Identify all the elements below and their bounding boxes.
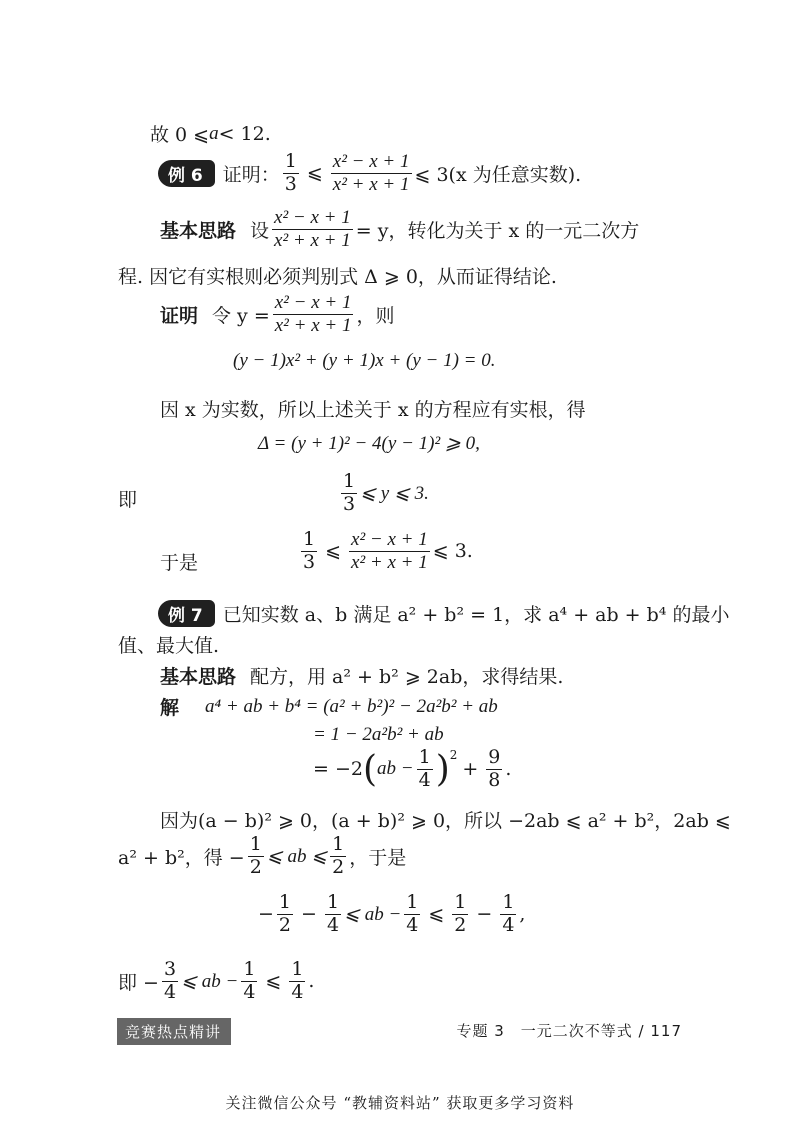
text: . [308,970,315,993]
numerator: 1 [278,891,292,913]
fraction [417,748,433,791]
denominator: x² + x + 1 [332,173,410,195]
label: 证明 [160,304,199,327]
text: < 12. [218,122,271,145]
text: = y，转化为关于 x 的一元二次方 [355,219,640,242]
text: ⩽ ab ⩽ [266,845,328,867]
numerator: x² − x + 1 [274,292,352,313]
denominator: 4 [406,913,419,936]
text: ，于是 [349,846,407,869]
watermark-note: 关注微信公众号 “教辅资料站” 获取更多学习资料 [225,1094,575,1112]
text: . [505,758,512,781]
numerator: 9 [488,746,501,768]
numerator: 1 [243,958,256,980]
denominator: 2 [454,913,467,936]
fraction [241,960,257,1003]
text: 配方，用 a² + b² ⩾ 2ab，求得结果. [250,666,564,688]
fraction [162,960,178,1003]
text: ⩽ ab − [344,903,402,925]
text-line [160,548,198,575]
text-line [118,631,219,658]
operator: ⩽ [265,970,282,993]
fraction [330,835,346,878]
numerator: 1 [326,891,340,913]
text: 已知实数 a、b 满足 a² + b² = 1，求 a⁴ + ab + b⁴ 的最小 [222,604,730,626]
fraction [452,893,468,936]
text: = −2 [313,758,363,781]
fraction [331,152,412,195]
fraction [404,893,420,936]
denominator: 2 [278,913,292,936]
numerator: 1 [303,528,316,550]
text: a² + b²，得 − [118,846,245,869]
text: ，则 [356,304,395,327]
equation [258,432,480,455]
numerator: x² − x + 1 [351,529,428,550]
equation-text: ⩽ y ⩽ 3. [360,482,429,504]
denominator: 3 [284,172,297,195]
numerator: 1 [454,891,467,913]
denominator: x² + x + 1 [274,229,351,251]
fraction [289,960,305,1003]
equation [313,724,444,746]
operator: ⩽ [306,162,323,185]
text-line [160,395,586,422]
paren: ( [362,748,378,790]
paren: ) [435,748,450,790]
numerator: 1 [343,470,356,492]
fraction [341,472,357,515]
equation [233,350,496,372]
denominator: 2 [249,855,262,878]
fraction [273,293,354,336]
example-6-heading [158,152,581,195]
equation-text: (y − 1)x² + (y + 1)x + (y − 1) = 0. [233,350,496,371]
operator: + [462,758,479,781]
operator: ⩽ [428,903,445,926]
text-line [118,485,137,512]
denominator: 2 [332,855,345,878]
denominator: x² + x + 1 [274,314,352,336]
equation-text: a⁴ + ab + b⁴ = (a² + b²)² − 2a²b² + ab [205,695,498,717]
numerator: 1 [291,958,304,980]
numerator: x² − x + 1 [274,207,351,228]
denominator: 4 [418,768,431,791]
text-line [118,835,406,878]
text: 程. 因它有实根则必须判别式 Δ ⩾ 0，从而证得结论. [118,266,557,288]
text: 证明： [222,163,280,186]
text: 于是 [160,552,199,574]
text: 因为(a − b)² ⩾ 0，(a + b)² ⩾ 0，所以 −2ab ⩽ a² + b²，2ab ⩽ [160,810,731,832]
numerator: 1 [502,891,515,913]
denominator: 4 [502,913,515,936]
text: 因 x 为实数，所以上述关于 x 的方程应有实根，得 [160,399,586,421]
text: ⩽ 3(x 为任意实数). [414,163,582,186]
equation [258,893,525,936]
denominator: 4 [243,980,256,1003]
numerator: 1 [332,833,345,855]
fraction [272,208,353,251]
fraction [349,530,430,573]
text: 值、最大值. [118,635,220,657]
text: ⩽ ab − [181,970,239,992]
idea-7 [160,662,563,689]
equation-text: Δ = (y + 1)² − 4(y − 1)² ⩾ 0, [258,433,480,454]
fraction [486,748,502,791]
fraction [248,835,264,878]
equation [118,960,314,1003]
text-line [160,806,731,833]
equation-text: ⩽ 3. [432,540,473,563]
text: ab − [377,758,414,780]
numerator: 1 [406,891,419,913]
equation [338,472,429,515]
section-tag: 竞赛热点精讲 [117,1018,231,1045]
fraction [500,893,516,936]
idea-6 [160,208,639,251]
operator: ⩽ [325,540,342,563]
fraction [283,152,299,195]
denominator: x² + x + 1 [351,551,428,573]
label: 基本思路 [160,219,237,242]
equation: = −2 ( ab − $\frac{1}{4}$ ) $^2$ + $\frac{9}{8}$ . [313,746,512,791]
var: a [209,122,219,144]
text: − [258,903,274,926]
fraction [325,893,341,936]
text: 故 0 ⩽ [150,124,210,146]
denominator: 8 [488,768,501,791]
text: 令 y = [212,304,270,327]
text: 即 − [118,971,159,994]
fraction [277,893,293,936]
page-footer: 专题 3 一元二次不等式 / 117 [456,1022,682,1040]
fraction [301,530,317,573]
numerator: 1 [249,833,262,855]
label: 解 [160,697,180,719]
text-line [118,262,557,289]
text: , [519,903,526,926]
text-line [150,120,271,147]
equation-text: = 1 − 2a²b² + ab [313,724,444,745]
example-badge: 例 6 [158,160,215,187]
numerator: 3 [163,958,177,980]
operator: − [476,903,493,926]
text: 即 [118,489,138,511]
denominator: 4 [326,913,340,936]
text: 设 [250,219,270,242]
equation [298,530,473,573]
denominator: 4 [291,980,304,1003]
example-7-heading [158,600,729,627]
numerator: 1 [284,150,297,172]
proof-6 [160,293,394,336]
denominator: 4 [163,980,177,1003]
operator: − [301,903,317,926]
numerator: 1 [418,746,431,768]
denominator: 3 [343,492,356,515]
numerator: x² − x + 1 [332,151,410,172]
label: 基本思路 [160,666,237,688]
example-badge: 例 7 [158,600,215,627]
denominator: 3 [303,550,316,573]
solution-7 [160,693,498,720]
